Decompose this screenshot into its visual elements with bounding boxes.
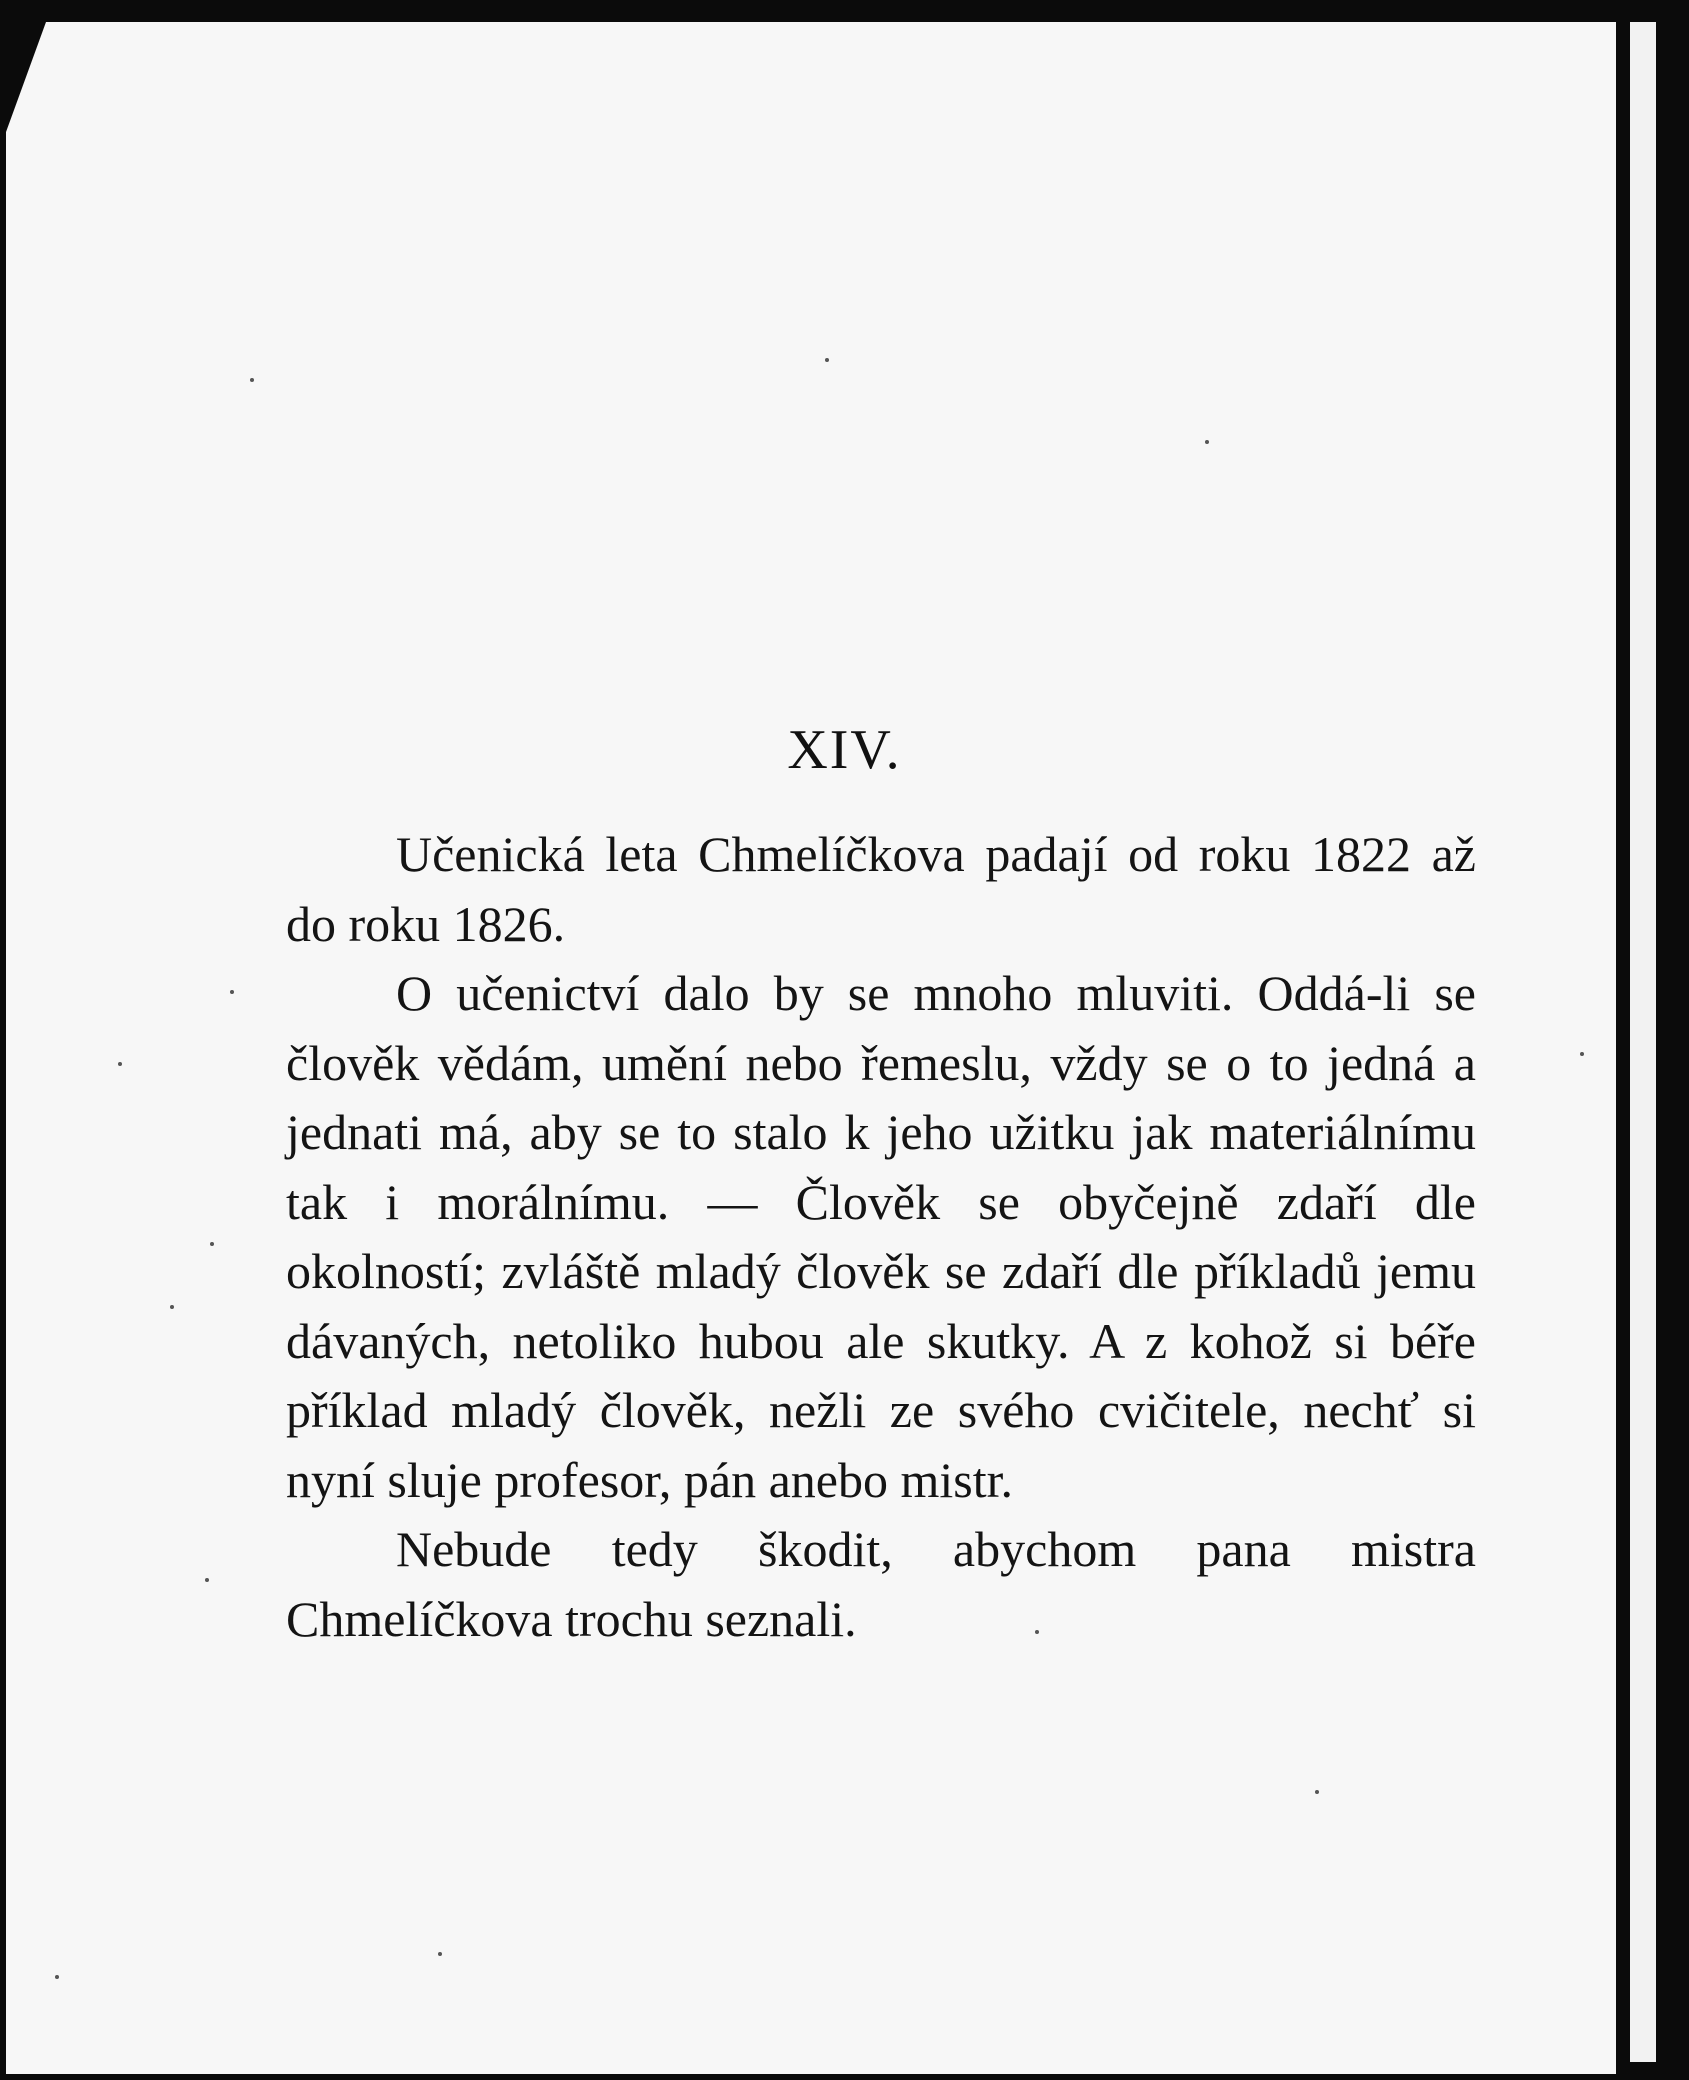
print-speck bbox=[825, 358, 829, 362]
print-speck bbox=[1580, 1052, 1584, 1056]
paragraph: O učenictví dalo by se mnoho mluviti. Oddá-li se člověk vědám, umění nebo řemeslu, vždy se o to jedná a jednati má, aby se to stalo k jeho užitku jak materiálnímu tak i morálnímu. — Člověk se obyčejně zdaří dle okolností; zvláště mladý člověk se zdaří dle příkladů jemu dávaných, netoliko hubou ale skutky. A z kohož si béře příklad mladý člověk, nežli ze svého cvičitele, nechť si nyní sluje profesor, pán anebo mistr. bbox=[286, 965, 1476, 1508]
body-text bbox=[286, 820, 1476, 1654]
print-speck bbox=[205, 1578, 209, 1582]
print-speck bbox=[230, 990, 234, 994]
print-speck bbox=[118, 1062, 122, 1066]
paragraph: Nebude tedy škodit, abychom pana mistra Chmelíčkova trochu seznali. bbox=[286, 1521, 1476, 1647]
paragraph: Učenická leta Chmelíčkova padají od roku 1822 až do roku 1826. bbox=[286, 826, 1476, 952]
print-speck bbox=[170, 1305, 174, 1309]
print-speck bbox=[250, 378, 254, 382]
facing-page-edge bbox=[1630, 22, 1656, 2062]
page-corner-shadow bbox=[6, 22, 46, 132]
print-speck bbox=[210, 1242, 214, 1246]
print-speck bbox=[438, 1952, 442, 1956]
print-speck bbox=[1315, 1790, 1319, 1794]
print-speck bbox=[55, 1975, 59, 1979]
print-speck bbox=[1205, 440, 1209, 444]
chapter-heading: XIV. bbox=[787, 719, 902, 781]
